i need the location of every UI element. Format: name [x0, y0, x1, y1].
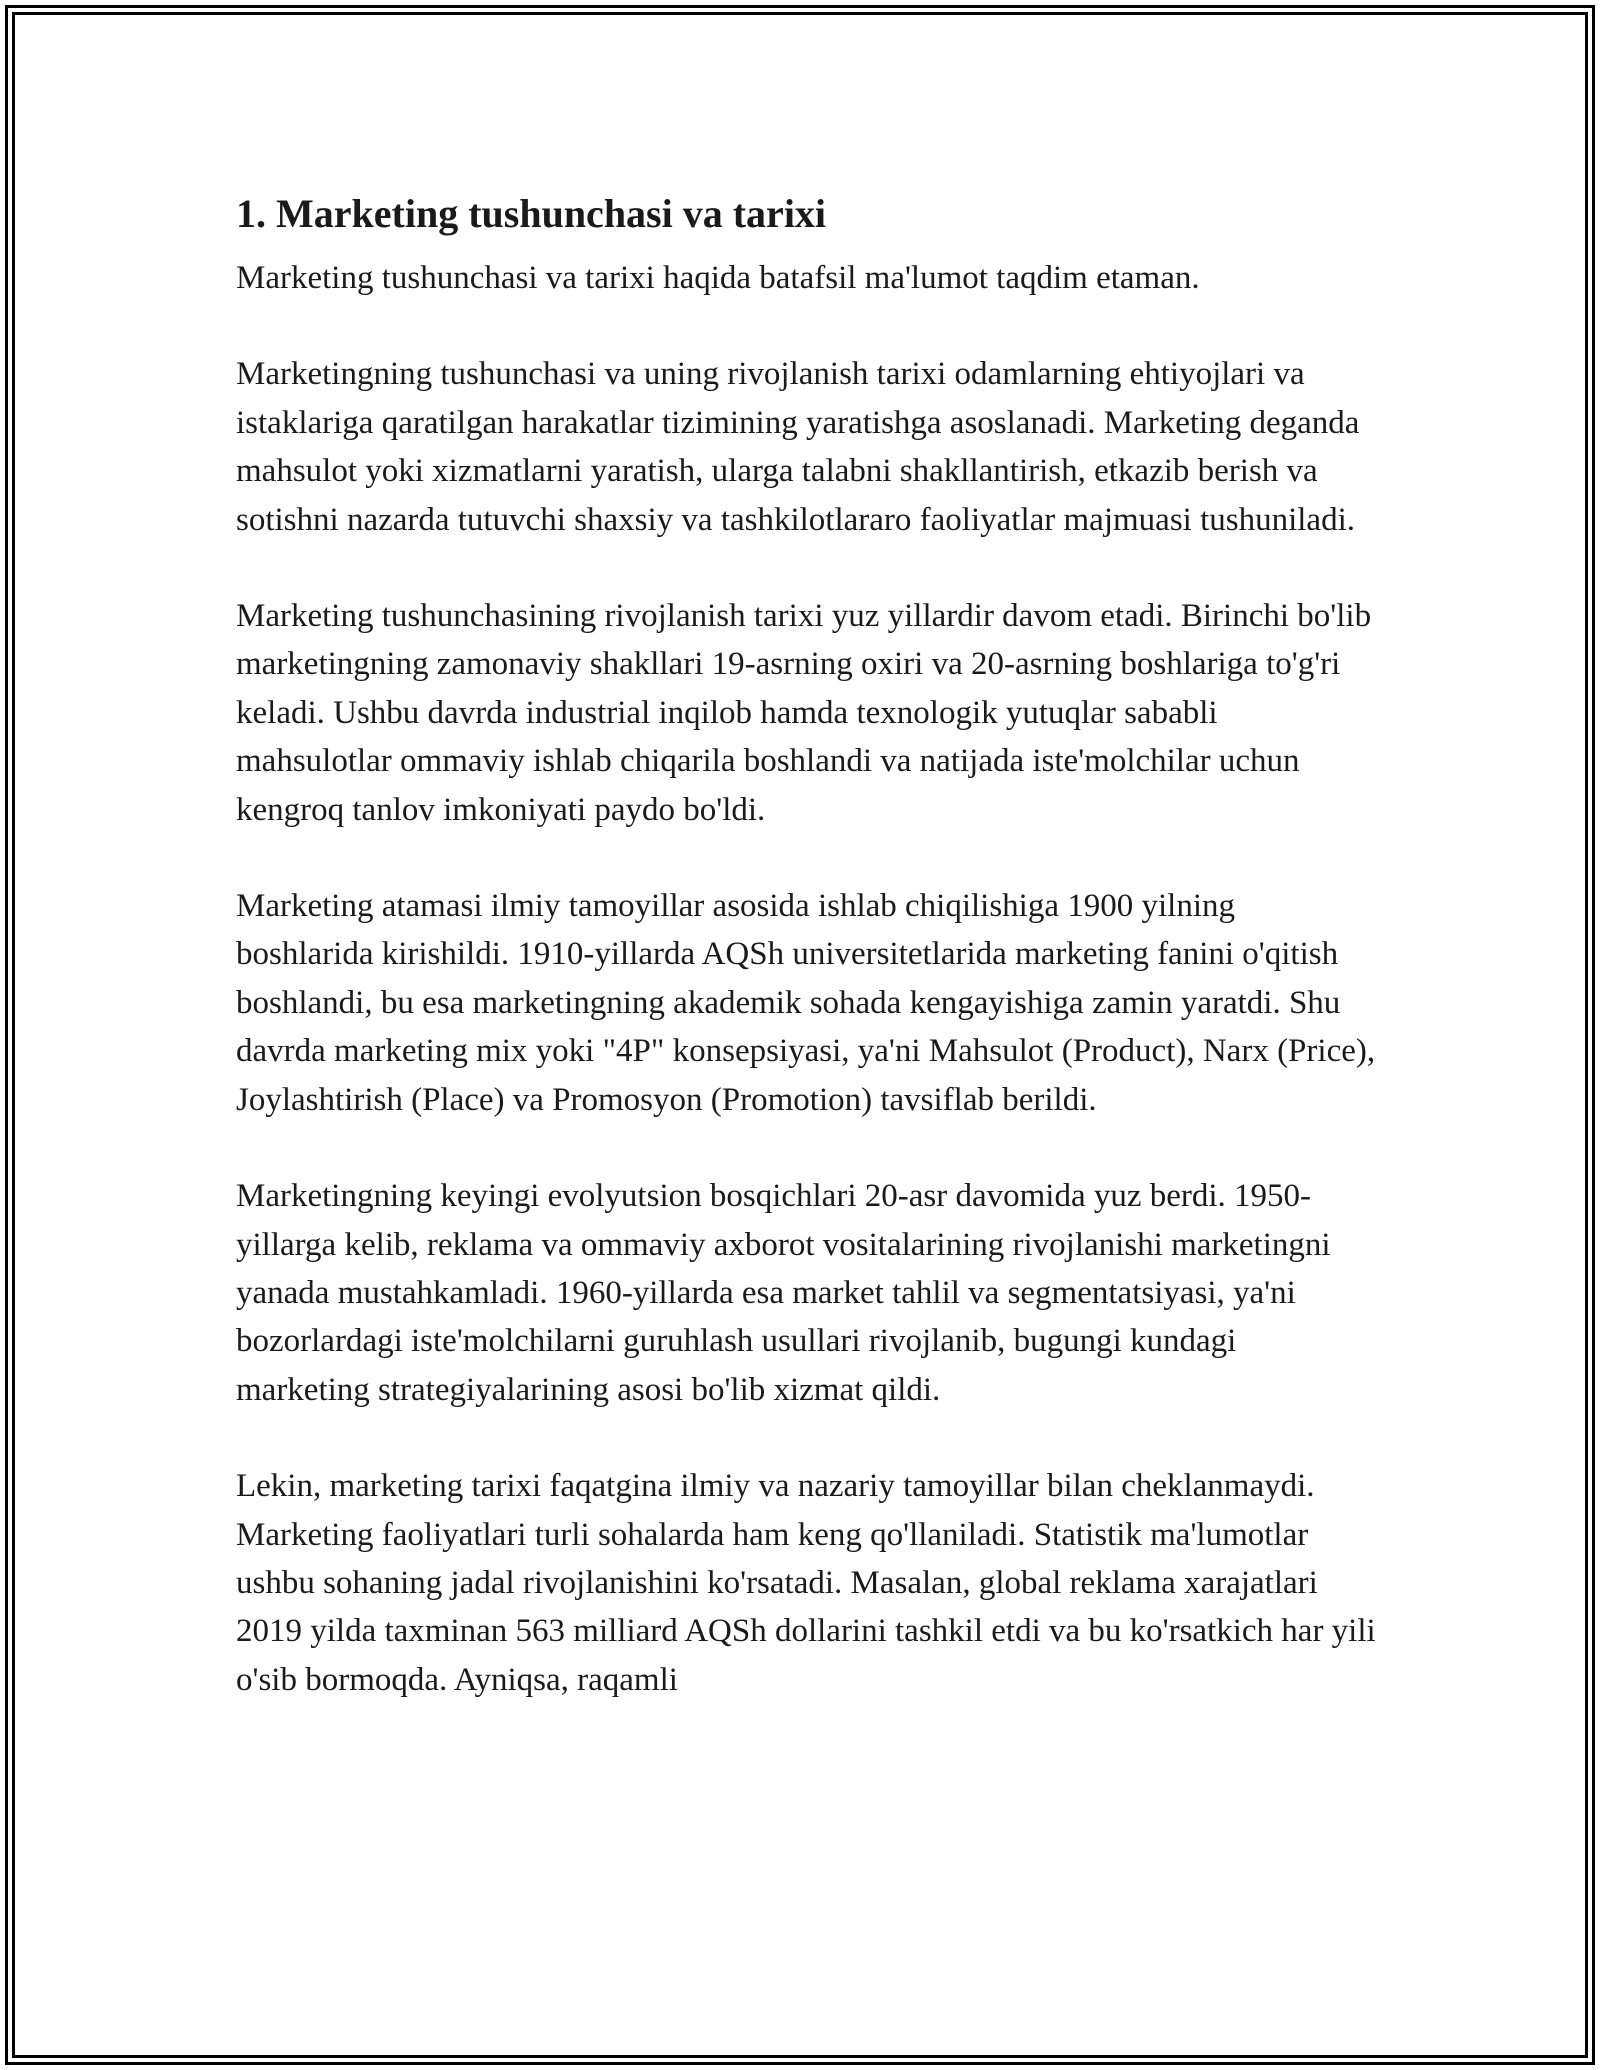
paragraph-applications-statistics: Lekin, marketing tarixi faqatgina ilmiy va nazariy tamoyillar bilan cheklanmaydi. Marketing faoliyatlari turli sohalarda ham keng qo'llaniladi. Statistik ma'lumotlar ushbu sohaning jadal rivojlanishini ko'rsatadi. Masalan, global reklama xarajatlari 2019 yilda taxminan 563 milliard AQSh dollarini tashkil etdi va bu ko'rsatkich har yili o'sib bormoqda. Ayniqsa, raqamli — [236, 1468, 1376, 1698]
page-title: 1. Marketing tushunchasi va tarixi — [236, 191, 827, 236]
paragraph-20th-century-evolution: Marketingning keyingi evolyutsion bosqichlari 20-asr davomida yuz berdi. 1950-yillarga kelib, reklama va ommaviy axborot vositalarining rivojlanishi marketingni yanada mustahkamladi. 1960-yillarda esa market tahlil va segmentatsiyasi, ya'ni bozorlardagi iste'molchilarni guruhlash usullari rivojlanib, bugungi kundagi marketing strategiyalarining asosi bo'lib xizmat qildi. — [236, 1178, 1331, 1408]
paragraph-intro: Marketing tushunchasi va tarixi haqida batafsil ma'lumot taqdim etaman. — [236, 260, 1200, 296]
paragraph-definition: Marketingning tushunchasi va uning rivojlanish tarixi odamlarning ehtiyojlari va istaklariga qaratilgan harakatlar tizimining yaratishga asoslanadi. Marketing deganda mahsulot yoki xizmatlarni yaratish, ularga talabni shakllantirish, etkazib berish va sotishni nazarda tutuvchi shaxsiy va tashkilotlararo faoliyatlar majmuasi tushuniladi. — [236, 356, 1360, 538]
paragraph-academic-development: Marketing atamasi ilmiy tamoyillar asosida ishlab chiqilishiga 1900 yilning boshlarida kirishildi. 1910-yillarda AQSh universitetlarida marketing fanini o'qitish boshlandi, bu esa marketingning akademik sohada kengayishiga zamin yaratdi. Shu davrda marketing mix yoki "4P" konsepsiyasi, ya'ni Mahsulot (Product), Narx (Price), Joylashtirish (Place) va Promosyon (Promotion) tavsiflab berildi. — [236, 888, 1376, 1118]
paragraph-history-origins: Marketing tushunchasining rivojlanish tarixi yuz yillardir davom etadi. Birinchi bo'lib marketingning zamonaviy shakllari 19-asrning oxiri va 20-asrning boshlariga to'g'ri keladi. Ushbu davrda industrial inqilob hamda texnologik yutuqlar sababli mahsulotlar ommaviy ishlab chiqarila boshlandi va natijada iste'molchilar uchun kengroq tanlov imkoniyati paydo bo'ldi. — [236, 598, 1372, 828]
document-body — [236, 186, 1376, 1752]
